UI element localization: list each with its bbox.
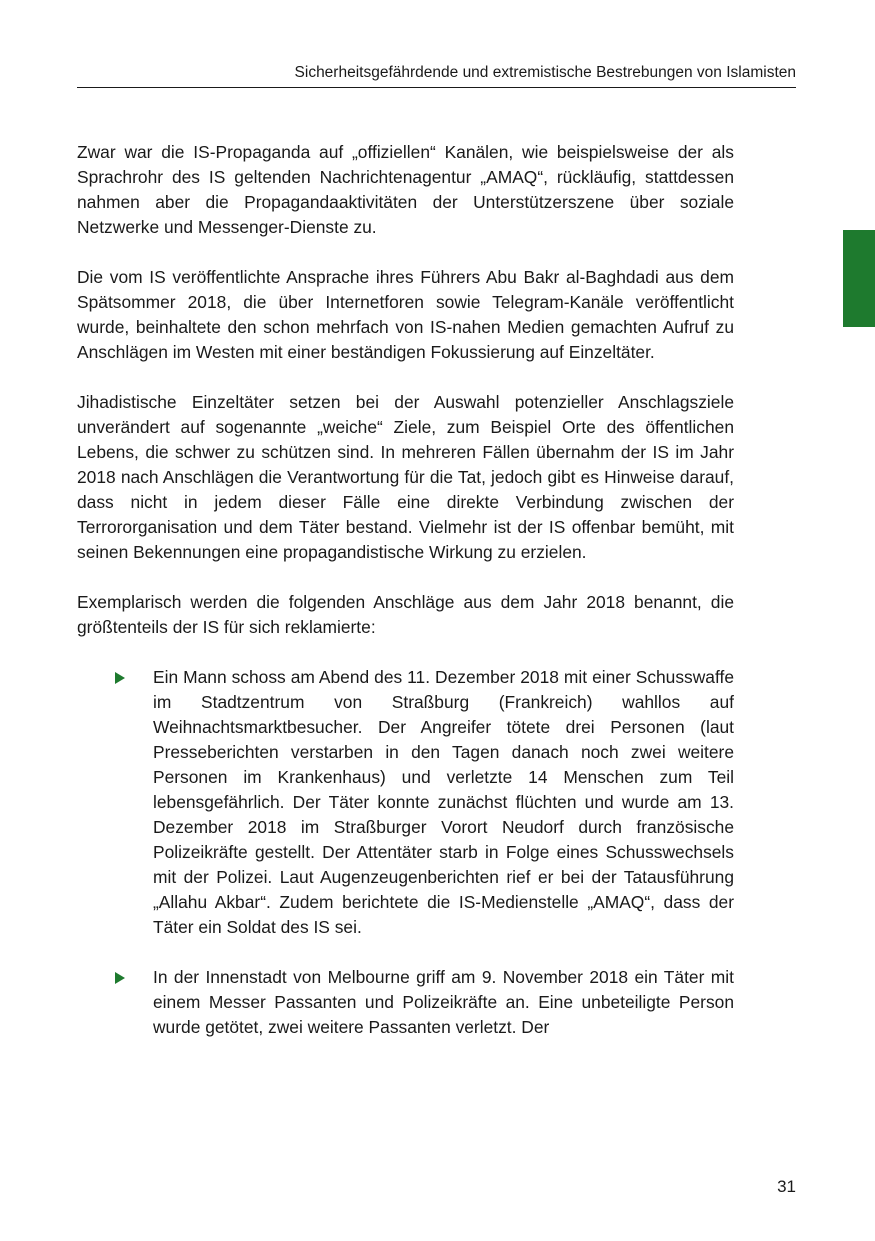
list-item [77,665,734,940]
list-item [77,965,734,1040]
paragraph-baghdadi-speech: Die vom IS veröffentlichte Ansprache ihres Führers Abu Bakr al-Baghdadi aus dem Spätsommer 2018, die über Internetforen sowie Telegram-Kanäle veröffentlicht wurde, beinhaltete den schon mehrfach von IS-nahen Medien gemachten Aufruf zu Anschlägen im Westen mit einer beständigen Fokussierung auf Einzeltäter. [77,267,734,362]
list-item-text: Ein Mann schoss am Abend des 11. Dezember 2018 mit einer Schusswaffe im Stadtzentrum von Straßburg (Frankreich) wahllos auf Weihnachtsmarktbesucher. Der Angreifer tötete drei Personen (laut Presseberichten verstarben in den Tagen danach noch zwei weitere Personen im Krankenhaus) und verletzte 14 Menschen zum Teil lebensgefährlich. Der Täter konnte zunächst flüchten und wurde am 13. Dezember 2018 im Straßburger Vorort Neudorf durch französische Polizeikräfte gestellt. Der Attentäter starb in Folge eines Schusswechsels mit der Polizei. Laut Augenzeugenberichten rief er bei der Tatausführung „Allahu Akbar“. Zudem berichtete die IS-Medienstelle „AMAQ“, dass der Täter ein Soldat des IS sei. [153,667,734,937]
paragraph-lone-offenders: Jihadistische Einzeltäter setzen bei der Auswahl potenzieller Anschlagsziele unverändert auf sogenannte „weiche“ Ziele, zum Beispiel Orte des öffentlichen Lebens, die schwer zu schützen sind. In mehreren Fällen übernahm der IS im Jahr 2018 nach Anschlägen die Verantwortung für die Tat, jedoch gibt es Hinweise darauf, dass nicht in jedem dieser Fälle eine direkte Verbindung zwischen der Terrororganisation und dem Täter bestand. Vielmehr ist der IS offenbar bemüht, mit seinen Bekennungen eine propagandistische Wirkung zu erzielen. [77,392,734,562]
running-header: Sicherheitsgefährdende und extremistische Bestrebungen von Islamisten [294,64,796,81]
chapter-tab-marker [843,230,875,327]
list-item-text: In der Innenstadt von Melbourne griff am 9. November 2018 ein Täter mit einem Messer Passanten und Polizeikräfte an. Eine unbeteiligte Person wurde getötet, zwei weitere Passanten verletzt. Der [153,967,734,1037]
triangle-bullet-icon [115,972,125,984]
attack-list [77,665,734,1040]
paragraph-examples-intro: Exemplarisch werden die folgenden Anschläge aus dem Jahr 2018 benannt, die größtenteils der IS für sich reklamierte: [77,592,734,637]
page-number: 31 [777,1177,796,1196]
triangle-bullet-icon [115,672,125,684]
paragraph-propaganda: Zwar war die IS-Propaganda auf „offiziellen“ Kanälen, wie beispielsweise der als Sprachrohr des IS geltenden Nachrichtenagentur „AMAQ“, rückläufig, stattdessen nahmen aber die Propagandaaktivitäten der Unterstützerszene über soziale Netzwerke und Messenger-Dienste zu. [77,142,734,237]
body-text [77,140,734,1065]
header-rule [77,87,796,88]
